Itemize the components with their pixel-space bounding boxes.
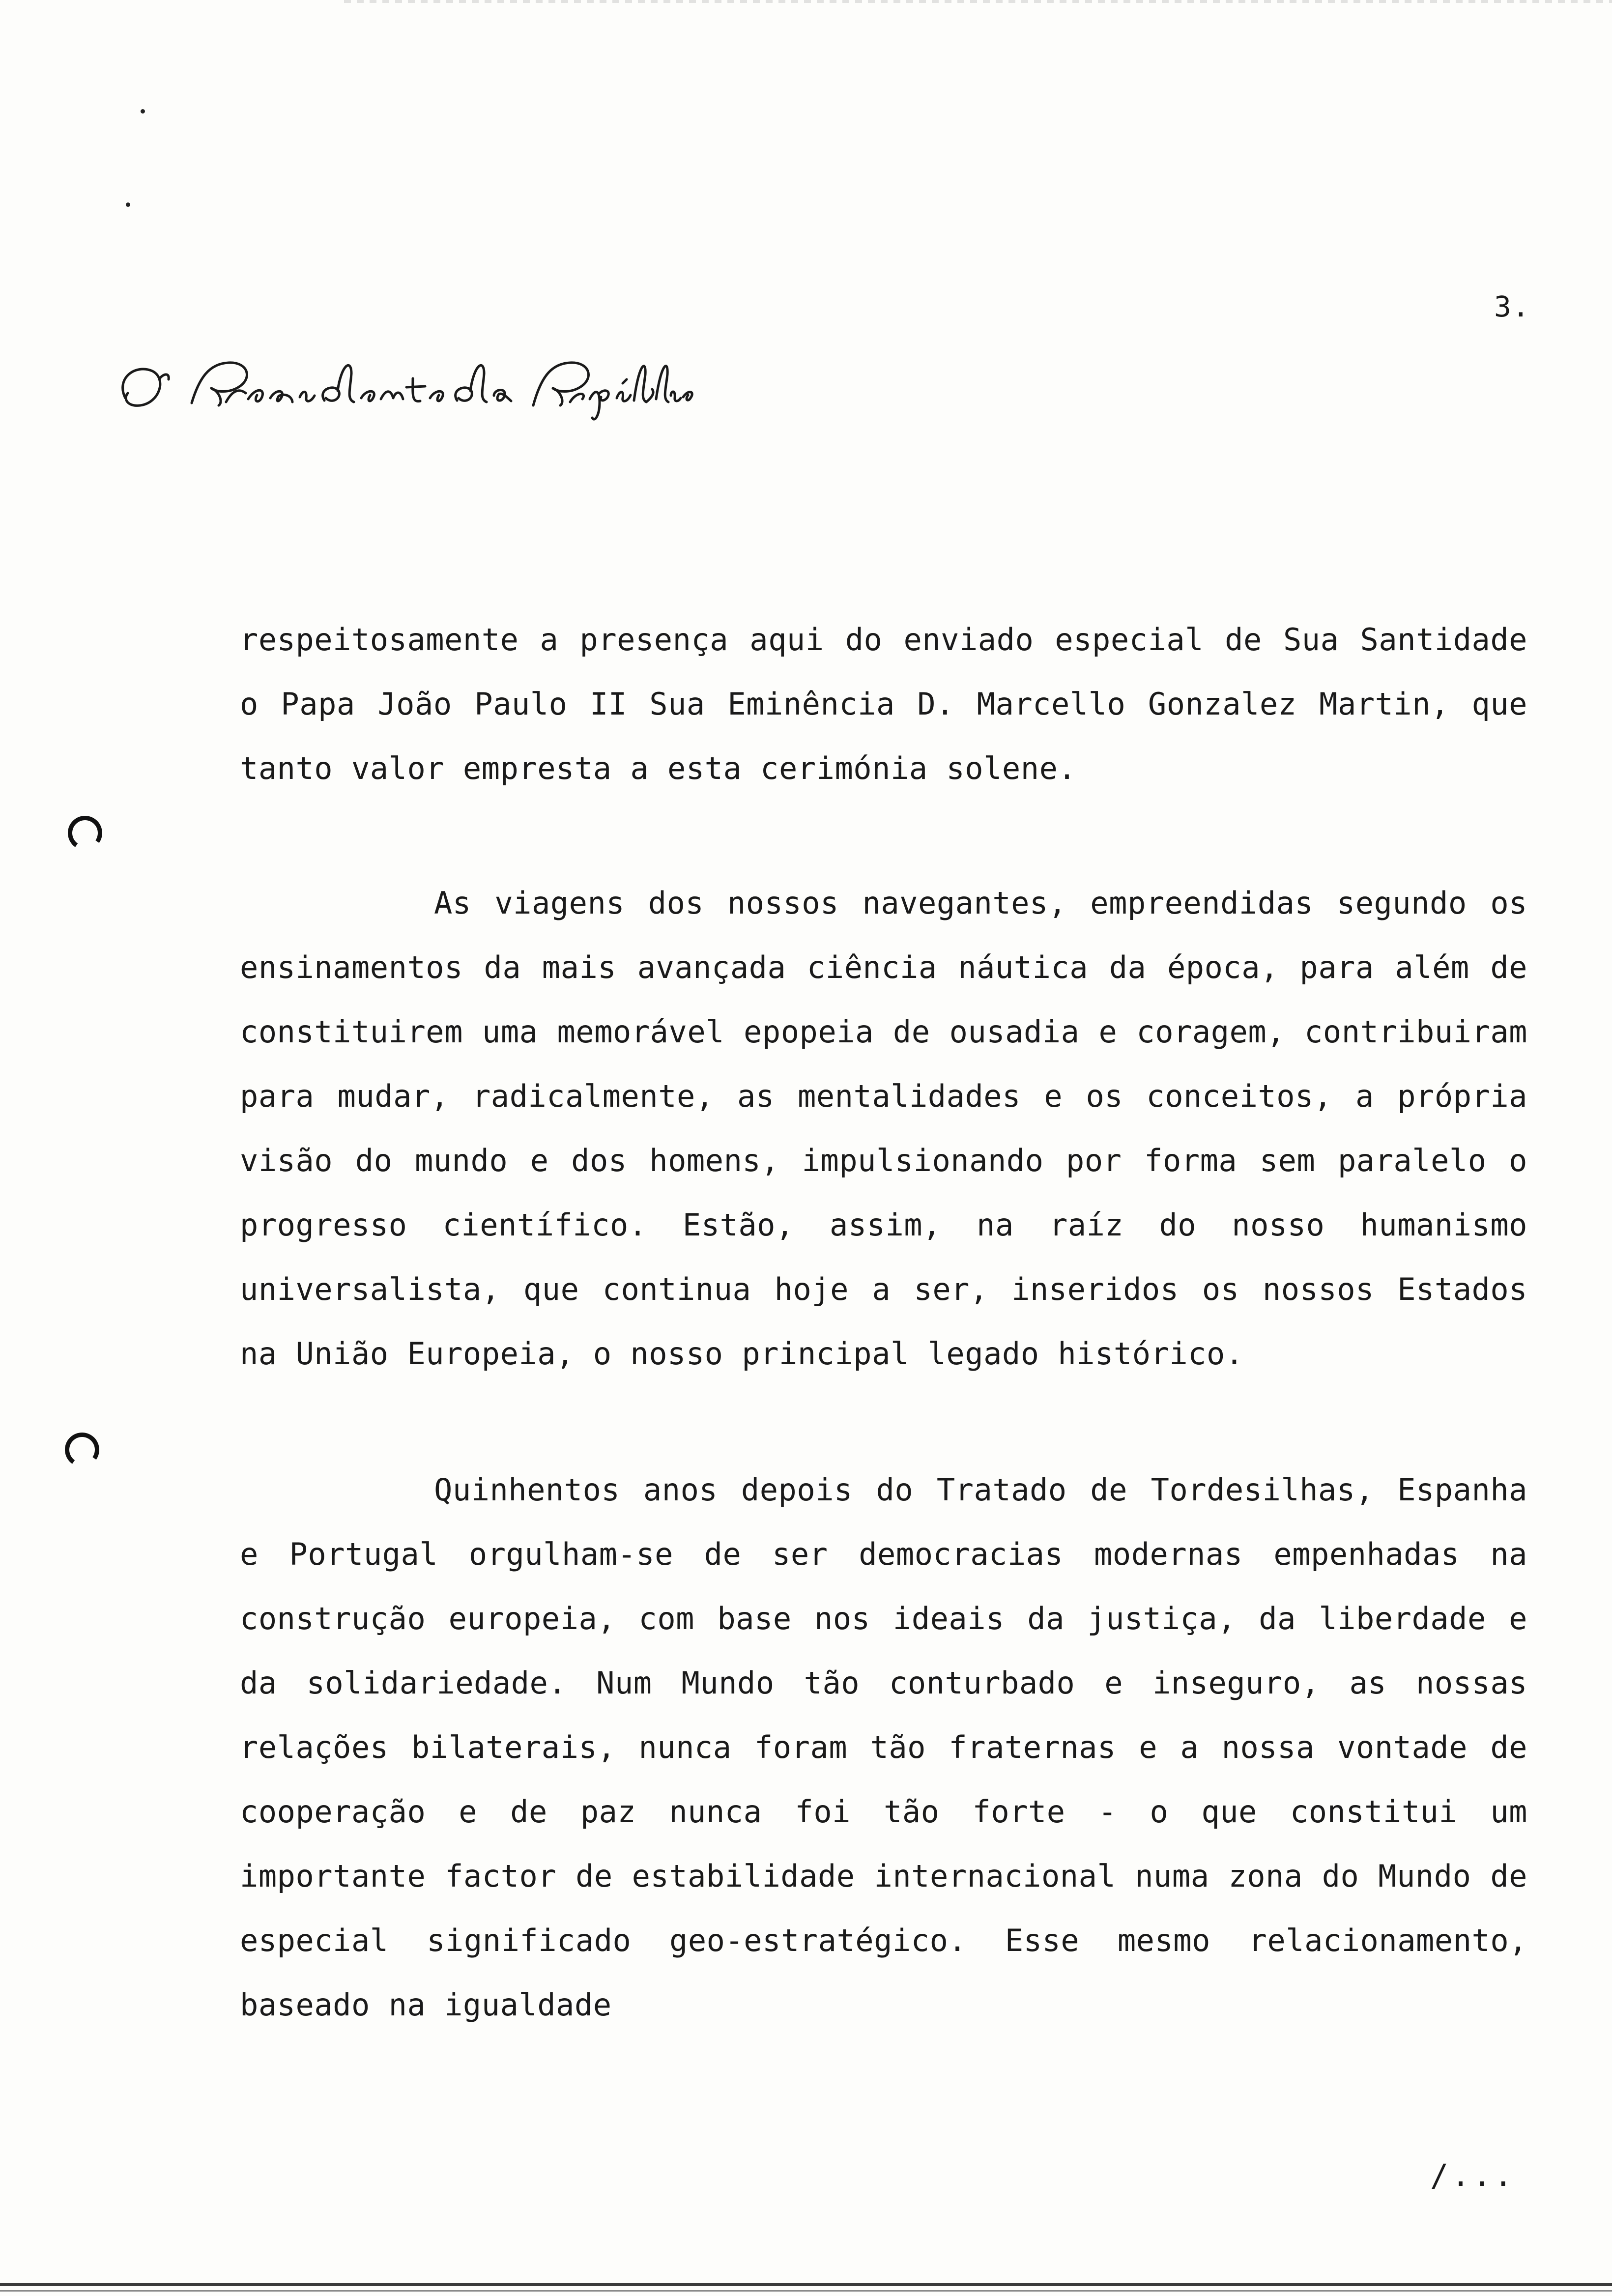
punch-hole-mark [65,813,105,853]
scan-edge-top [344,0,1612,3]
body-text [240,1458,1527,2037]
scan-speck [141,109,145,114]
body-text [240,607,1527,801]
scan-edge-bottom-shadow [0,2290,1612,2292]
page-number: 3. [1494,290,1530,323]
paragraph-2: As viagens dos nossos navegantes, empreendidas segundo os ensinamentos da mais avançada ciência náutica da época, para além de constituirem uma memorável epopeia de ousadia e coragem, contribuiram para mudar, radicalmente, as mentalidades e os conceitos, a própria visão do mundo e dos homens, impulsionando por forma sem paralelo o progresso científico. Estão, assim, na raíz do nosso humanismo universalista, que continua hoje a ser, inseridos os nossos Estados na União Europeia, o nosso principal legado histórico. [240,885,1527,1372]
letterhead-logo [106,344,695,428]
continuation-mark: /... [1430,2157,1516,2193]
punch-hole-mark [62,1430,102,1469]
scan-edge-bottom [0,2283,1612,2286]
paragraph-3: Quinhentos anos depois do Tratado de Tordesilhas, Espanha e Portugal orgulham-se de ser democracias modernas empenhadas na construção europeia, com base nos ideais da justiça, da liberdade e da solidariedade. Num Mundo tão conturbado e inseguro, as nossas relações bilaterais, nunca foram tão fraternas e a nossa vontade de cooperação e de paz nunca foi tão forte - o que constitui um importante factor de estabilidade internacional numa zona do Mundo de especial significado geo-estratégico. Esse mesmo relacionamento, baseado na igualdade [240,1472,1527,2023]
scan-speck [126,202,130,207]
body-text [240,871,1527,1386]
paragraph-1: respeitosamente a presença aqui do enviado especial de Sua Santidade o Papa João Paulo II Sua Eminência D. Marcello Gonzalez Martin, que tanto valor empresta a esta cerimónia solene. [240,622,1527,786]
